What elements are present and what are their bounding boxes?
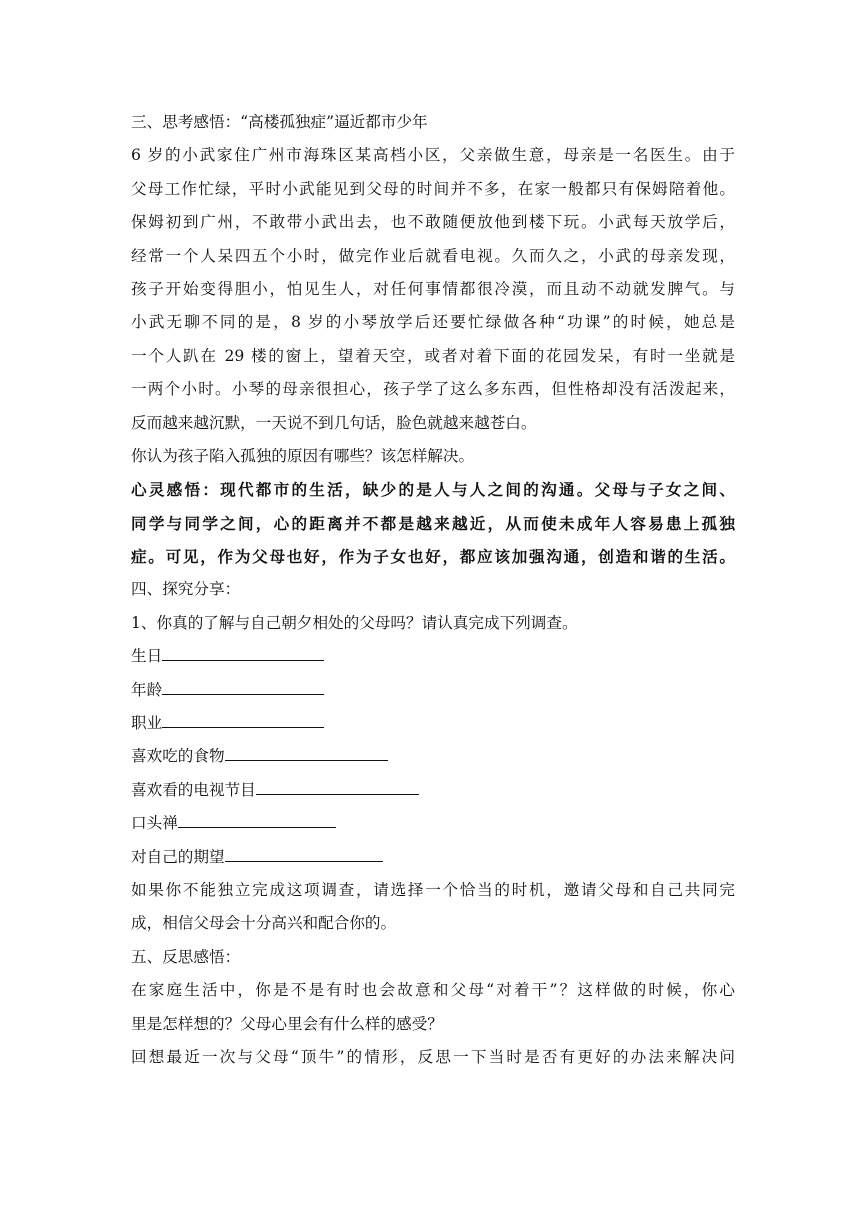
document-page: [131, 106, 735, 1074]
reflect-line-1: 在家庭生活中，你是不是有时也会故意和父母“对着干”？这样做的时候，你心: [131, 981, 735, 1000]
survey-label-tv: 喜欢看的电视节目: [131, 780, 256, 799]
age-blank[interactable]: [162, 693, 324, 695]
reflection-question: 你认为孩子陷入孤独的原因有哪些？该怎样解决。: [131, 446, 475, 465]
insight-line-1: 心灵感悟：现代都市的生活，缺少的是人与人之间的沟通。父母与子女之间、: [131, 480, 735, 500]
survey-label-food: 喜欢吃的食物: [131, 747, 225, 766]
occupation-blank[interactable]: [162, 726, 324, 728]
survey-label-occupation: 职业: [131, 714, 163, 733]
survey-row-catchphrase: [131, 807, 735, 840]
story-line-7: 一个人趴在 29 楼的窗上，望着天空，或者对着下面的花园发呆，有时一坐就是: [131, 346, 735, 365]
survey-row-birthday: [131, 640, 735, 673]
story-line-2: 父母工作忙绿，平时小武能见到父母的时间并不多，在家一般都只有保姆陪着他。: [131, 179, 735, 198]
story-line-1: 6 岁的小武家住广州市海珠区某高档小区，父亲做生意，母亲是一名医生。由于: [131, 146, 735, 165]
survey-row-food: [131, 740, 735, 773]
survey-label-age: 年龄: [131, 680, 163, 699]
birthday-blank[interactable]: [162, 659, 324, 661]
survey-label-birthday: 生日: [131, 647, 163, 666]
survey-label-expectation: 对自己的期望: [131, 847, 225, 866]
survey-row-age: [131, 674, 735, 707]
story-line-8: 一两个小时。小琴的母亲很担心，孩子学了这么多东西，但性格却没有活泼起来，: [131, 380, 735, 399]
survey-row-tv: [131, 774, 735, 807]
survey-intro: 1、你真的了解与自己朝夕相处的父母吗？请认真完成下列调查。: [131, 613, 578, 632]
food-blank[interactable]: [225, 759, 388, 761]
expectation-blank[interactable]: [225, 860, 383, 862]
tv-blank[interactable]: [256, 793, 419, 795]
story-line-6: 小武无聊不同的是，8 岁的小琴放学后还要忙绿做各种“功课”的时候，她总是: [131, 313, 735, 332]
section5-heading: 五、反思感悟：: [131, 947, 241, 966]
story-line-4: 经常一个人呆四五个小时，做完作业后就看电视。久而久之，小武的母亲发现，: [131, 246, 735, 265]
survey-row-occupation: [131, 707, 735, 740]
catchphrase-blank[interactable]: [178, 826, 336, 828]
section3-heading: 三、思考感悟：“高楼孤独症”逼近都市少年: [131, 113, 428, 131]
reflect-line-2: 里是怎样想的？父母心里会有什么样的感受？: [131, 1014, 443, 1033]
survey-note-line-2: 成，相信父母会十分高兴和配合你的。: [131, 914, 397, 933]
story-line-5: 孩子开始变得胆小，怕见生人，对任何事情都很冷漠，而且动不动就发脾气。与: [131, 279, 735, 298]
survey-label-catchphrase: 口头禅: [131, 814, 178, 833]
survey-note-line-1: 如果你不能独立完成这项调查，请选择一个恰当的时机，邀请父母和自己共同完: [131, 880, 735, 899]
section4-heading: 四、探究分享：: [131, 580, 241, 599]
story-line-3: 保姆初到广州，不敢带小武出去，也不敢随便放他到楼下玩。小武每天放学后，: [131, 213, 735, 232]
story-line-9: 反而越来越沉默，一天说不到几句话，脸色就越来越苍白。: [131, 413, 537, 432]
insight-line-3: 症。可见，作为父母也好，作为子女也好，都应该加强沟通，创造和谐的生活。: [131, 547, 735, 567]
reflect-line-3: 回想最近一次与父母“顶牛”的情形，反思一下当时是否有更好的办法来解决问: [131, 1047, 735, 1066]
insight-line-2: 同学与同学之间，心的距离并不都是越来越近，从而使未成年人容易患上孤独: [131, 513, 735, 533]
survey-row-expectation: [131, 841, 735, 874]
